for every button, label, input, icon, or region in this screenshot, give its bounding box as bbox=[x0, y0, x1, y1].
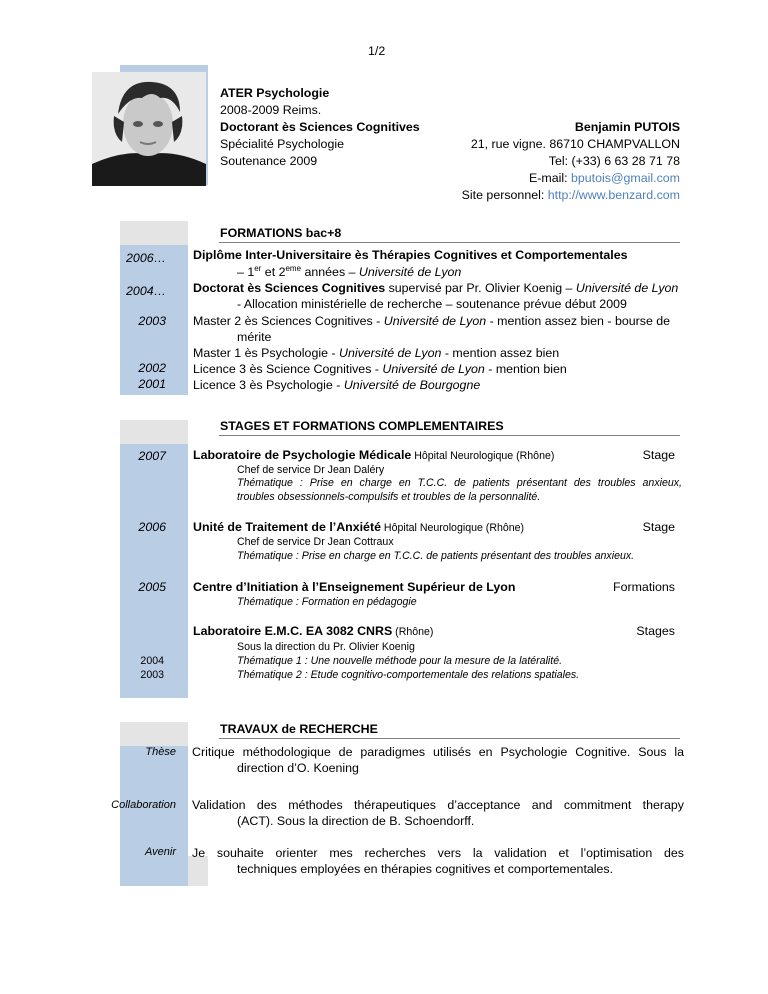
defense-year: Soutenance 2009 bbox=[220, 154, 318, 168]
page-number: 1/2 bbox=[368, 44, 386, 58]
travaux-avenir-line-2: techniques employées en thérapies cognitives et comportementales. bbox=[237, 862, 614, 876]
formation-date-2002: 2002 bbox=[138, 361, 166, 375]
travaux-rule bbox=[219, 738, 680, 739]
stage-emc-chef: Sous la direction du Pr. Olivier Koenig bbox=[237, 641, 415, 653]
stage-date-2006: 2006 bbox=[138, 520, 166, 534]
travaux-collab-line-2: (ACT). Sous la direction de B. Schoendorff. bbox=[237, 814, 475, 828]
formation-date-2004: 2004… bbox=[126, 284, 166, 298]
stage-uta-type: Stage bbox=[642, 520, 675, 534]
telephone: Tel: (+33) 6 63 28 71 78 bbox=[548, 154, 680, 168]
stage-uta-chef: Chef de service Dr Jean Cottraux bbox=[237, 536, 394, 548]
travaux-these-line-1: Critique méthodologique de paradigmes utilisés en Psychologie Cognitive. Sous la bbox=[192, 745, 684, 759]
site-label: Site personnel: bbox=[461, 188, 545, 202]
formations-rule bbox=[219, 242, 680, 243]
address: 21, rue vigne. 86710 CHAMPVALLON bbox=[470, 137, 680, 151]
stage-date-2007: 2007 bbox=[138, 449, 166, 463]
stages-title: STAGES ET FORMATIONS COMPLEMENTAIRES bbox=[220, 419, 504, 433]
stage-lpm-chef: Chef de service Dr Jean Daléry bbox=[237, 464, 385, 476]
travaux-title: TRAVAUX de RECHERCHE bbox=[220, 722, 378, 736]
formation-doctorat-detail: - Allocation ministérielle de recherche – soutenance prévue début 2009 bbox=[237, 297, 627, 311]
formation-licence-psy: Licence 3 ès Psychologie - Université de Bourgogne bbox=[193, 378, 481, 392]
stage-lpm-theme-1: Thématique : Prise en charge en T.C.C. de patients présentant des troubles anxieux, bbox=[237, 477, 682, 489]
travaux-label-these: Thèse bbox=[145, 746, 176, 758]
stage-lpm: Laboratoire de Psychologie Médicale Hôpital Neurologique (Rhône) bbox=[193, 448, 555, 462]
stage-date-2004: 2004 bbox=[140, 655, 164, 667]
stages-rule bbox=[219, 435, 680, 436]
stages-grey-tab bbox=[120, 420, 188, 444]
stage-emc-theme-2: Thématique 2 : Etude cognitivo-comportementale des relations spatiales. bbox=[237, 669, 580, 681]
email-row bbox=[462, 170, 680, 187]
formation-date-2003: 2003 bbox=[138, 314, 166, 328]
formation-diu: Diplôme Inter-Universitaire ès Thérapies Cognitives et Comportementales bbox=[193, 248, 628, 262]
stage-cies-type: Formations bbox=[613, 580, 675, 594]
formation-licence-sc: Licence 3 ès Science Cognitives - Université de Lyon - mention bien bbox=[193, 362, 567, 376]
travaux-these-line-2: direction d’O. Koening bbox=[237, 761, 359, 775]
stage-lpm-theme-2: troubles obsessionnels-compulsifs et troubles de la personnalité. bbox=[237, 491, 541, 503]
formation-date-2006: 2006… bbox=[126, 251, 166, 265]
position-year: 2008-2009 Reims. bbox=[220, 103, 322, 117]
formation-date-2001: 2001 bbox=[138, 377, 166, 391]
site-row bbox=[462, 187, 680, 204]
travaux-grey-corner bbox=[188, 856, 208, 886]
stage-cies-theme: Thématique : Formation en pédagogie bbox=[237, 596, 417, 608]
stage-emc: Laboratoire E.M.C. EA 3082 CNRS (Rhône) bbox=[193, 624, 434, 638]
formation-master2-cont: mérite bbox=[237, 330, 272, 344]
formation-diu-years: – 1er et 2eme années – Université de Lyon bbox=[237, 264, 462, 280]
stage-lpm-type: Stage bbox=[642, 448, 675, 462]
travaux-collab-line-1: Validation des méthodes thérapeutiques d’acceptance and commitment therapy bbox=[192, 798, 684, 812]
profile-photo bbox=[92, 72, 206, 186]
stage-cies: Centre d’Initiation à l’Enseignement Supérieur de Lyon bbox=[193, 580, 516, 594]
contact-block bbox=[462, 119, 680, 204]
site-link[interactable]: http://www.benzard.com bbox=[547, 188, 680, 202]
travaux-label-avenir: Avenir bbox=[145, 846, 176, 858]
header-left-info bbox=[220, 85, 420, 170]
formations-grey-tab bbox=[120, 221, 188, 245]
travaux-grey-tab bbox=[120, 722, 188, 746]
travaux-label-collaboration: Collaboration bbox=[111, 799, 176, 811]
stage-uta-theme: Thématique : Prise en charge en T.C.C. de patients présentant des troubles anxieux. bbox=[237, 550, 635, 562]
formation-master2: Master 2 ès Sciences Cognitives - Université de Lyon - mention assez bien - bourse de bbox=[193, 314, 671, 328]
stage-uta: Unité de Traitement de l’Anxiété Hôpital Neurologique (Rhône) bbox=[193, 520, 525, 534]
stage-emc-type: Stages bbox=[636, 624, 675, 638]
person-name: Benjamin PUTOIS bbox=[574, 120, 680, 134]
doctorate-title: Doctorant ès Sciences Cognitives bbox=[220, 120, 420, 134]
stage-date-2003: 2003 bbox=[140, 669, 164, 681]
formations-title: FORMATIONS bac+8 bbox=[220, 226, 342, 240]
formation-master1: Master 1 ès Psychologie - Université de Lyon - mention assez bien bbox=[193, 346, 560, 360]
formation-doctorat: Doctorat ès Sciences Cognitives supervisé par Pr. Olivier Koenig – Université de Lyon bbox=[193, 281, 679, 295]
travaux-blue-block bbox=[120, 746, 188, 886]
stage-emc-theme-1: Thématique 1 : Une nouvelle méthode pour la mesure de la latéralité. bbox=[237, 655, 563, 667]
stage-date-2005: 2005 bbox=[138, 580, 166, 594]
travaux-avenir-line-1: Je souhaite orienter mes recherches vers la validation et l’optimisation des bbox=[192, 846, 684, 860]
speciality: Spécialité Psychologie bbox=[220, 137, 344, 151]
email-label: E-mail: bbox=[528, 171, 568, 185]
position-title: ATER Psychologie bbox=[220, 86, 330, 100]
email-link[interactable]: bputois@gmail.com bbox=[571, 171, 680, 185]
